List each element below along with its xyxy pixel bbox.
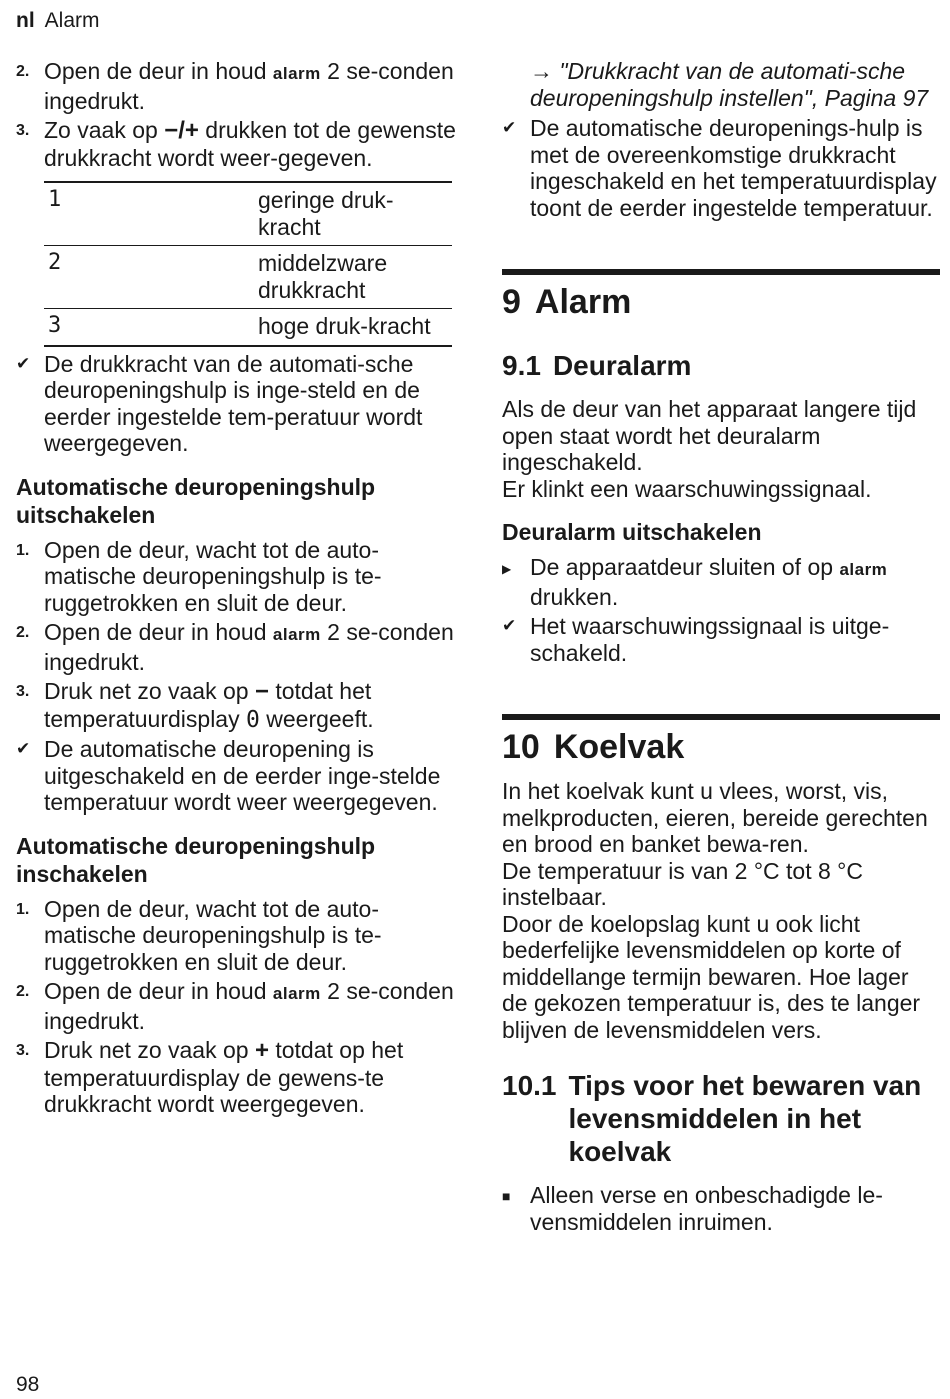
result-text: Het waarschuwingssignaal is uitge-schakeld. <box>530 613 890 666</box>
step-text: Open de deur in houd <box>44 58 273 84</box>
pressure-table <box>44 181 452 347</box>
chapter-number: 10 <box>502 728 540 766</box>
step-item <box>16 619 456 675</box>
result-text: De automatische deuropenings-hulp is met de overeenkomstige drukkracht ingeschakeld en het temperatuurdisplay toont de eerder ingestelde temperatuur. <box>530 115 937 221</box>
minus-plus-key-symbol: −/+ <box>164 117 199 144</box>
plus-key-symbol: + <box>254 1037 269 1064</box>
paragraph: In het koelvak kunt u vlees, worst, vis, melkproducten, eieren, bereide gerechten en brood en banket bewa-ren. <box>502 778 928 857</box>
chapter-10 <box>502 714 940 768</box>
step-text: 2 se-conden ingedrukt. <box>44 58 454 114</box>
step-item <box>16 678 456 733</box>
chapter-title <box>502 281 940 323</box>
step-text: 2 se-conden ingedrukt. <box>44 978 454 1034</box>
section-name: Tips voor het bewaren van levensmiddelen in het koelvak <box>568 1070 922 1167</box>
action-item <box>502 554 940 610</box>
bullet-text: Alleen verse en onbeschadigde le-vensmiddelen inruimen. <box>530 1182 883 1235</box>
result-text: De drukkracht van de automati-sche deuropeningshulp is inge-steld en de eerder ingestelde tem-peratuur wordt weergegeven. <box>44 350 423 456</box>
step-text: Open de deur, wacht tot de auto-matische deuropeningshulp is te-ruggetrokken en sluit de deur. <box>44 895 382 975</box>
paragraph: De temperatuur is van 2 °C tot 8 °C instelbaar. <box>502 857 863 910</box>
step-number: 2. <box>16 624 30 641</box>
table-row <box>44 182 452 246</box>
checkmark-icon: ✔ <box>502 118 517 137</box>
level-description: middelzware drukkracht <box>258 246 452 309</box>
alarm-key-label: alarm <box>272 984 321 1003</box>
arrow-right-icon: → <box>530 58 560 84</box>
step-item <box>16 978 456 1034</box>
step-text: Open de deur in houd <box>44 978 273 1004</box>
level-display: 3 <box>44 309 258 346</box>
header-section: Alarm <box>44 9 100 32</box>
step-item <box>16 537 456 617</box>
subheading-enable: Automatische deuropeningshulp inschakelen <box>16 832 376 887</box>
step-text: totdat het temperatuurdisplay <box>44 678 372 732</box>
alarm-key-label: alarm <box>272 64 321 83</box>
minus-key-symbol: − <box>254 678 269 705</box>
paragraph: Er klinkt een waarschuwingssignaal. <box>502 475 872 502</box>
checkmark-icon: ✔ <box>502 616 517 635</box>
step-text: Open de deur in houd <box>44 619 273 645</box>
right-column <box>502 58 940 1238</box>
page-number: 98 <box>16 1373 40 1396</box>
result-item <box>502 613 940 666</box>
step-number: 3. <box>16 122 30 139</box>
alarm-key-label: alarm <box>839 560 888 579</box>
action-text: drukken. <box>530 583 619 610</box>
section-number: 10.1 <box>502 1070 557 1101</box>
step-item <box>16 117 456 171</box>
page-header <box>16 8 100 35</box>
step-text: Open de deur, wacht tot de auto-matische deuropeningshulp is te-ruggetrokken en sluit de deur. <box>44 536 382 616</box>
cross-reference-text: "Drukkracht van de automati-sche deuropeningshulp instellen", Pagina 97 <box>530 58 929 111</box>
step-text: Druk net zo vaak op <box>44 1037 255 1063</box>
step-text: drukken tot de gewenste drukkracht wordt weer-gegeven. <box>44 117 456 171</box>
paragraph: Door de koelopslag kunt u ook licht bederfelijke levensmiddelen op korte of middellange termijn bewaren. Hoe lager de gekozen temperatuur is, des te langer blijven de levensmiddelen vers. <box>502 910 921 1043</box>
language-code: nl <box>16 9 35 32</box>
step-text: totdat op het temperatuurdisplay de gewens-te drukkracht wordt weergegeven. <box>44 1037 404 1117</box>
chapter-name: Alarm <box>534 283 632 321</box>
step-item <box>16 58 456 114</box>
step-text: Druk net zo vaak op <box>44 678 255 704</box>
chapter-9 <box>502 269 940 323</box>
action-text: De apparaatdeur sluiten of op <box>530 554 840 580</box>
step-item <box>16 896 456 976</box>
step-text: Zo vaak op <box>44 117 165 143</box>
bullet-item <box>502 1182 940 1235</box>
result-item <box>16 736 456 816</box>
table-row <box>44 309 452 346</box>
display-zero: 0 <box>246 706 260 733</box>
section-title <box>502 1069 940 1168</box>
step-item <box>16 1037 456 1118</box>
alarm-key-label: alarm <box>272 625 321 644</box>
step-number: 1. <box>16 541 30 559</box>
step-text: weergeeft. <box>259 705 374 732</box>
step-number: 3. <box>16 1042 30 1059</box>
chapter-number: 9 <box>502 283 521 321</box>
paragraph: Als de deur van het apparaat langere tijd open staat wordt het deuralarm ingeschakeld. <box>502 396 917 475</box>
checkmark-icon: ✔ <box>16 353 31 373</box>
section-name: Deuralarm <box>552 350 692 381</box>
table-row <box>44 246 452 309</box>
level-display: 2 <box>44 246 258 309</box>
chapter-name: Koelvak <box>553 728 685 766</box>
step-text: 2 se-conden ingedrukt. <box>44 619 454 675</box>
step-number: 1. <box>16 900 30 918</box>
triangle-right-icon: ▶ <box>502 562 512 576</box>
level-description: hoge druk-kracht <box>258 309 452 346</box>
checkmark-icon: ✔ <box>16 739 31 758</box>
cross-reference[interactable] <box>502 58 940 111</box>
result-item <box>16 351 456 457</box>
step-number: 2. <box>16 63 30 80</box>
level-description: geringe druk-kracht <box>258 182 452 246</box>
step-number: 3. <box>16 683 30 700</box>
left-column <box>16 58 456 1121</box>
chapter-title <box>502 726 940 768</box>
square-bullet-icon: ■ <box>502 1188 511 1204</box>
level-display: 1 <box>44 182 258 246</box>
subheading-disable: Automatische deuropeningshulp uitschakelen <box>16 473 376 528</box>
section-title <box>502 349 940 382</box>
step-number: 2. <box>16 983 30 1000</box>
result-text: De automatische deuropening is uitgeschakeld en de eerder inge-stelde temperatuur wordt weer weergegeven. <box>44 736 441 815</box>
subheading-deuralarm-off: Deuralarm uitschakelen <box>502 519 762 545</box>
result-item <box>502 115 940 221</box>
section-number: 9.1 <box>502 350 541 381</box>
